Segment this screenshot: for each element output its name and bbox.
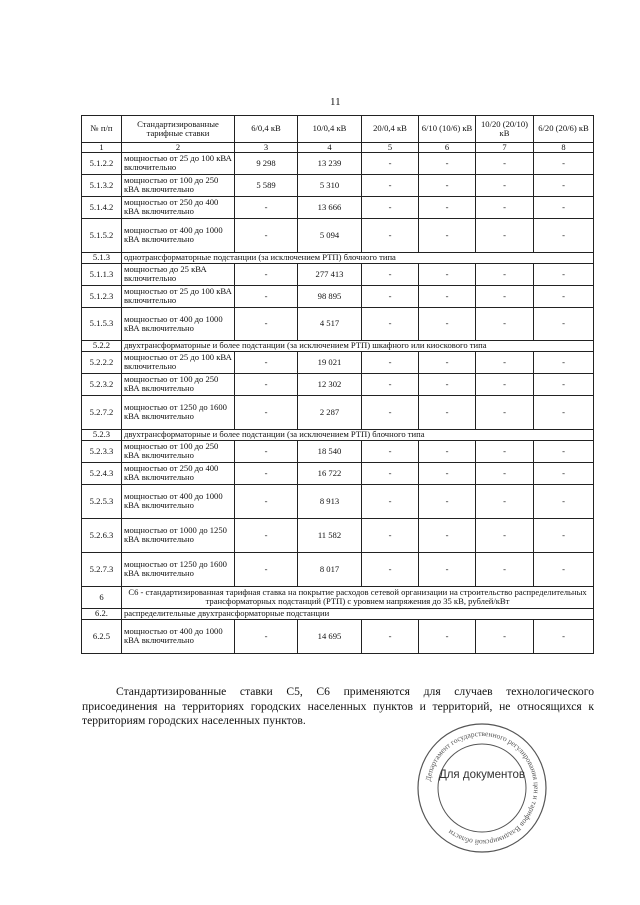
rate-value: - [534, 307, 594, 340]
header-cell: 6/20 (20/6) кВ [534, 116, 594, 143]
rate-value: - [235, 619, 298, 653]
rate-value: 16 722 [298, 462, 362, 484]
rate-value: - [419, 484, 476, 518]
table-row [82, 462, 594, 484]
rate-description: мощностью от 25 до 100 кВА включительно [122, 152, 235, 174]
table-body [82, 152, 594, 653]
stamp-label: Для документов [438, 769, 526, 781]
rate-description: мощностью от 25 до 100 кВА включительно [122, 351, 235, 373]
rate-value: - [476, 373, 534, 395]
rate-value: - [235, 484, 298, 518]
rate-value: 19 021 [298, 351, 362, 373]
rate-value: 18 540 [298, 440, 362, 462]
rate-value: - [534, 351, 594, 373]
rate-value: - [419, 552, 476, 586]
rate-value: - [362, 351, 419, 373]
rate-value: - [534, 619, 594, 653]
rate-value: - [362, 552, 419, 586]
rate-value: - [235, 552, 298, 586]
rate-value: - [235, 307, 298, 340]
section-row [82, 429, 594, 440]
header-row [82, 116, 594, 143]
rate-value: - [419, 307, 476, 340]
row-number: 6.2. [82, 608, 122, 619]
rate-value: - [534, 373, 594, 395]
column-number: 8 [534, 143, 594, 153]
section-row [82, 340, 594, 351]
rate-value: 12 302 [298, 373, 362, 395]
rate-value: - [362, 518, 419, 552]
section-title: двухтрансформаторные и более подстанции (за исключением РТП) блочного типа [122, 429, 594, 440]
rate-description: мощностью от 250 до 400 кВА включительно [122, 462, 235, 484]
rate-value: - [476, 351, 534, 373]
rate-value: - [235, 395, 298, 429]
rate-value: 4 517 [298, 307, 362, 340]
table-row [82, 196, 594, 218]
rate-value: - [362, 285, 419, 307]
header-cell: 20/0,4 кВ [362, 116, 419, 143]
row-number: 5.1.4.2 [82, 196, 122, 218]
stamp-inner-circle [438, 744, 526, 832]
rate-value: - [534, 395, 594, 429]
rate-value: - [476, 484, 534, 518]
rate-value: - [235, 351, 298, 373]
rate-value: - [534, 462, 594, 484]
rate-value: - [476, 307, 534, 340]
rate-description: мощностью до 25 кВА включительно [122, 263, 235, 285]
column-number: 6 [419, 143, 476, 153]
row-number: 5.2.4.3 [82, 462, 122, 484]
row-number: 5.2.3.2 [82, 373, 122, 395]
table-row [82, 440, 594, 462]
header-cell: 6/10 (10/6) кВ [419, 116, 476, 143]
rate-value: - [476, 552, 534, 586]
table-row [82, 552, 594, 586]
row-number: 5.2.2 [82, 340, 122, 351]
rate-value: - [419, 174, 476, 196]
table-row [82, 373, 594, 395]
rate-value: - [476, 285, 534, 307]
rate-value: - [476, 174, 534, 196]
rate-value: - [476, 263, 534, 285]
table-row [82, 484, 594, 518]
column-number: 5 [362, 143, 419, 153]
rate-description: мощностью от 1250 до 1600 кВА включительно [122, 552, 235, 586]
column-number: 7 [476, 143, 534, 153]
row-number: 6.2.5 [82, 619, 122, 653]
column-number: 2 [122, 143, 235, 153]
rate-value: - [534, 174, 594, 196]
rate-value: - [534, 196, 594, 218]
rate-value: - [235, 440, 298, 462]
rate-value: - [362, 484, 419, 518]
rate-value: - [235, 462, 298, 484]
table-row [82, 307, 594, 340]
rate-value: - [419, 196, 476, 218]
row-number: 5.1.1.3 [82, 263, 122, 285]
table-row [82, 351, 594, 373]
stamp-ring-text: Департамент государственного регулирования цен и тарифов Владимирской области [423, 728, 542, 848]
section-title: двухтрансформаторные и более подстанции (за исключением РТП) шкафного или киоскового типа [122, 340, 594, 351]
rate-value: - [476, 152, 534, 174]
rate-value: - [362, 152, 419, 174]
rate-value: 13 239 [298, 152, 362, 174]
table-row [82, 152, 594, 174]
section-title: С6 - стандартизированная тарифная ставка на покрытие расходов сетевой организации на строительство распределительных трансформаторных подстанций (РТП) с уровнем напряжения до 35 кВ, рублей/кВт [122, 586, 594, 608]
column-number: 4 [298, 143, 362, 153]
rate-value: - [476, 440, 534, 462]
rate-value: 5 310 [298, 174, 362, 196]
row-number: 5.1.5.2 [82, 218, 122, 252]
rate-value: - [362, 619, 419, 653]
stamp-graphic [414, 720, 550, 856]
rate-value: 13 666 [298, 196, 362, 218]
rate-value: - [235, 218, 298, 252]
rate-description: мощностью от 400 до 1000 кВА включительно [122, 619, 235, 653]
rate-value: - [419, 462, 476, 484]
rate-value: - [419, 518, 476, 552]
row-number: 5.2.2.2 [82, 351, 122, 373]
rate-value: - [362, 462, 419, 484]
column-number-row [82, 143, 594, 153]
note-text: Стандартизированные ставки С5, С6 применяются для случаев технологического присоединения на территориях городских населенных пунктов и территорий, не относящихся к территориям городских населенных пунктов. [82, 685, 594, 727]
stamp-outer-circle [418, 724, 546, 852]
rate-value: - [362, 218, 419, 252]
rate-value: - [534, 263, 594, 285]
rate-description: мощностью от 100 до 250 кВА включительно [122, 373, 235, 395]
rate-description: мощностью от 400 до 1000 кВА включительно [122, 307, 235, 340]
rate-description: мощностью от 100 до 250 кВА включительно [122, 440, 235, 462]
row-number: 5.1.5.3 [82, 307, 122, 340]
rate-value: 277 413 [298, 263, 362, 285]
rate-value: 5 094 [298, 218, 362, 252]
table-row [82, 285, 594, 307]
rate-value: - [362, 440, 419, 462]
rate-value: 8 913 [298, 484, 362, 518]
rate-value: 11 582 [298, 518, 362, 552]
row-number: 6 [82, 586, 122, 608]
table-row [82, 263, 594, 285]
rate-value: 2 287 [298, 395, 362, 429]
row-number: 5.1.3.2 [82, 174, 122, 196]
rate-value: - [419, 619, 476, 653]
row-number: 5.1.2.2 [82, 152, 122, 174]
rate-description: мощностью от 100 до 250 кВА включительно [122, 174, 235, 196]
rate-value: 14 695 [298, 619, 362, 653]
table-row [82, 619, 594, 653]
page-number: 11 [330, 96, 341, 108]
row-number: 5.2.3 [82, 429, 122, 440]
rate-value: - [534, 518, 594, 552]
rate-value: 8 017 [298, 552, 362, 586]
rate-value: - [419, 263, 476, 285]
rate-value: - [235, 196, 298, 218]
rate-value: - [534, 552, 594, 586]
header-cell: 10/20 (20/10) кВ [476, 116, 534, 143]
row-number: 5.1.3 [82, 252, 122, 263]
rate-value: - [419, 440, 476, 462]
row-number: 5.2.5.3 [82, 484, 122, 518]
rate-value: - [235, 263, 298, 285]
rate-description: мощностью от 1000 до 1250 кВА включительно [122, 518, 235, 552]
rate-value: 5 589 [235, 174, 298, 196]
rate-value: - [362, 395, 419, 429]
row-number: 5.2.3.3 [82, 440, 122, 462]
rate-description: мощностью от 25 до 100 кВА включительно [122, 285, 235, 307]
rate-value: - [362, 174, 419, 196]
rate-value: - [362, 307, 419, 340]
rate-value: - [534, 484, 594, 518]
section-title: распределительные двухтрансформаторные подстанции [122, 608, 594, 619]
rate-description: мощностью от 1250 до 1600 кВА включительно [122, 395, 235, 429]
rate-value: - [476, 619, 534, 653]
section-row [82, 586, 594, 608]
rate-value: - [476, 395, 534, 429]
header-cell: 10/0,4 кВ [298, 116, 362, 143]
rate-value: - [362, 373, 419, 395]
header-cell: Стандартизированные тарифные ставки [122, 116, 235, 143]
rate-value: - [419, 395, 476, 429]
row-number: 5.2.7.3 [82, 552, 122, 586]
row-number: 5.2.7.2 [82, 395, 122, 429]
rate-value: - [476, 518, 534, 552]
rate-value: - [419, 373, 476, 395]
rate-value: - [534, 440, 594, 462]
row-number: 5.1.2.3 [82, 285, 122, 307]
rate-value: - [419, 218, 476, 252]
rate-value: - [534, 285, 594, 307]
rate-value: - [235, 518, 298, 552]
table-row [82, 518, 594, 552]
column-number: 3 [235, 143, 298, 153]
rate-value: - [476, 462, 534, 484]
rate-value: - [534, 218, 594, 252]
rate-value: - [419, 285, 476, 307]
rate-value: - [235, 285, 298, 307]
row-number: 5.2.6.3 [82, 518, 122, 552]
rate-value: - [476, 218, 534, 252]
rate-value: - [419, 152, 476, 174]
rate-value: - [362, 196, 419, 218]
rate-value: - [362, 263, 419, 285]
rate-value: 9 298 [235, 152, 298, 174]
rate-value: 98 895 [298, 285, 362, 307]
header-cell: 6/0,4 кВ [235, 116, 298, 143]
rate-value: - [419, 351, 476, 373]
table-row [82, 174, 594, 196]
rate-description: мощностью от 250 до 400 кВА включительно [122, 196, 235, 218]
tariff-table [81, 115, 594, 654]
header-cell: № п/п [82, 116, 122, 143]
column-number: 1 [82, 143, 122, 153]
section-title: однотрансформаторные подстанции (за исключением РТП) блочного типа [122, 252, 594, 263]
rate-description: мощностью от 400 до 1000 кВА включительно [122, 484, 235, 518]
section-row [82, 608, 594, 619]
rate-description: мощностью от 400 до 1000 кВА включительно [122, 218, 235, 252]
rate-value: - [534, 152, 594, 174]
stamp [414, 720, 550, 856]
table-row [82, 395, 594, 429]
rate-value: - [235, 373, 298, 395]
rate-value: - [476, 196, 534, 218]
section-row [82, 252, 594, 263]
table-row [82, 218, 594, 252]
